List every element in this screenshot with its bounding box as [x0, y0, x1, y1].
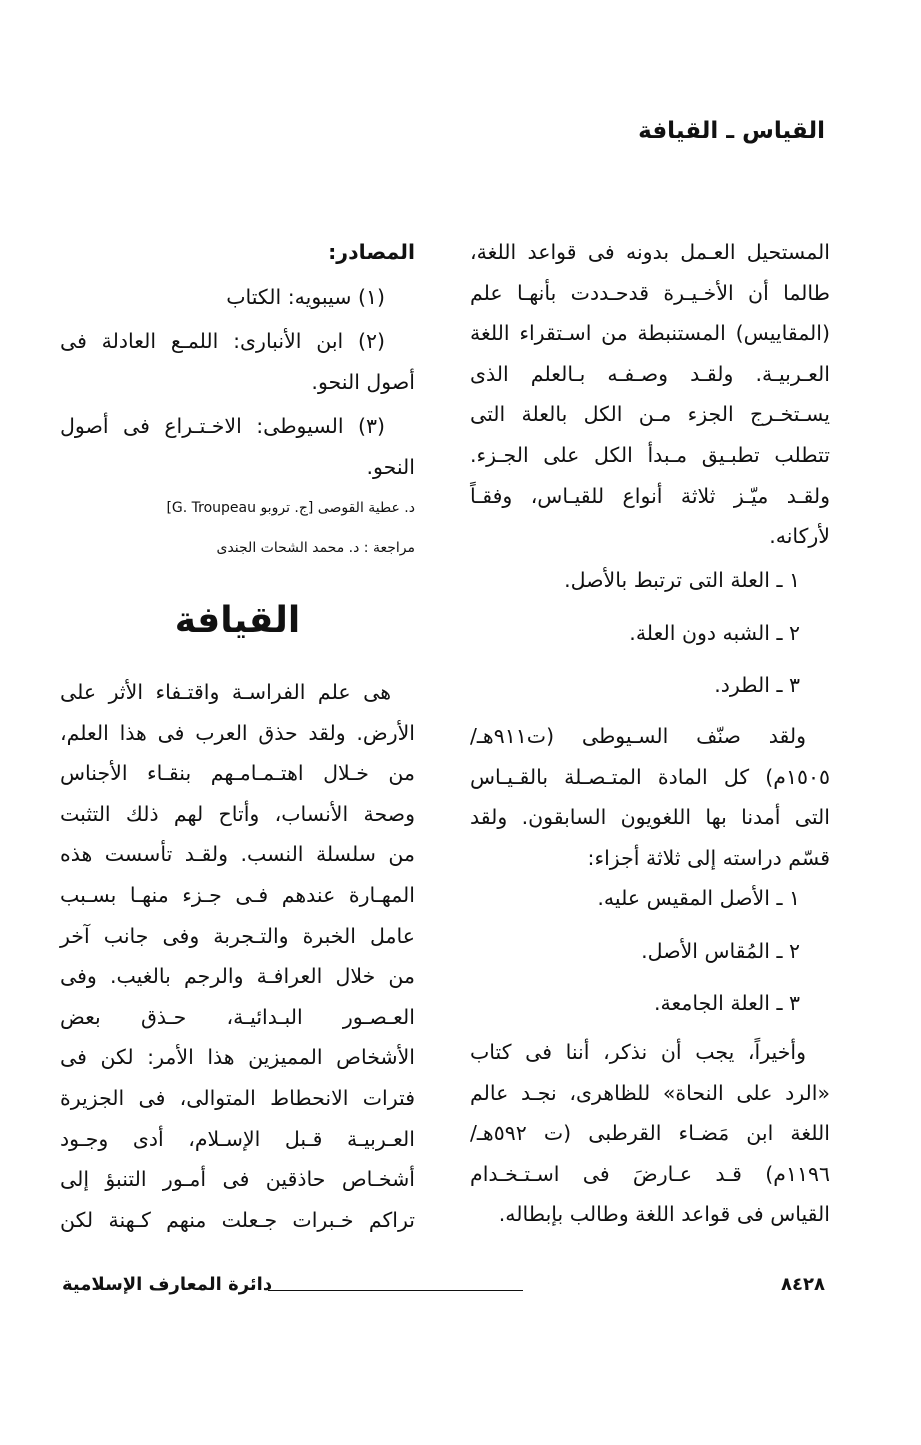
text-line: ١١٩٦م) قـد عـارضَ فى اسـتـخـدام [470, 1161, 830, 1186]
footer-divider [268, 1290, 523, 1291]
text-line: وأخيراً، يجب أن نذكر، أننا فى كتاب [470, 1040, 806, 1064]
right-column [470, 232, 830, 557]
text-line: من سلسلة النسب. ولقـد تأسست هذه [60, 842, 415, 867]
page-number: ٨٤٢٨ [781, 1274, 825, 1295]
list-item: ١ ـ الأصل المقيس عليه. [597, 886, 800, 910]
text-line: (٢) ابن الأنبارى: اللمـع العادلة فى [60, 329, 385, 354]
running-header: القياس ـ القيافة [638, 118, 825, 144]
text-line: عامل الخبرة والتـجربة وفى جانب آخر [60, 923, 415, 948]
text-line: أصول النحو. [311, 369, 415, 394]
text-line: هى علم الفراسـة واقتـفاء الأثر على [60, 680, 391, 704]
text-line: المستحيل العـمل بدونه فى قواعد اللغة، [470, 240, 830, 264]
text-line: (٣) السيوطى: الاخـتـراع فى أصول [60, 414, 385, 439]
article-title: القيافة [174, 600, 301, 641]
text-line: يسـتخـرج الجزء مـن الكل بالعلة التى [470, 402, 830, 427]
text-line: النحو. [366, 454, 415, 479]
text-line: تتطلب تطبـيق مـبدأ الكل على الجـزء. [470, 442, 830, 467]
list-2 [470, 878, 830, 1024]
text-line: وصحة الأنساب، وأتاح لهم ذلك التثبت [60, 801, 415, 826]
text-line: العـصـور البـدائيـة، حـذق بعض [60, 1004, 415, 1029]
review-credit: مراجعة : د. محمد الشحات الجندى [216, 540, 415, 556]
text-line: الأشخاص المميزين هذا الأمر: لكن فى [60, 1045, 415, 1070]
list-item: ٢ ـ الشبه دون العلة. [629, 620, 800, 645]
text-line: العـربيـة قـبل الإسـلام، أدى وجـود [60, 1126, 415, 1151]
publication-title: دائرة المعارف الإسلامية [62, 1274, 273, 1295]
paragraph-1 [470, 232, 830, 557]
list-1 [470, 560, 830, 706]
text-line: المهـارة عندهم فـى جـزء منهـا بسـبب [60, 882, 415, 907]
text-line: ١٥٠٥م) كل المادة المتـصـلة بالقـيـاس [470, 764, 830, 789]
text-line: «الرد على النحاة» للظاهرى، نجـد عالم [470, 1080, 830, 1105]
text-line: اللغة ابن مَضـاء القرطبى (ت ٥٩٢هـ/ [470, 1121, 830, 1146]
list-item: ٣ ـ الطرد. [714, 673, 800, 698]
text-line: قسّم دراسته إلى ثلاثة أجزاء: [587, 845, 830, 870]
article-body [60, 672, 415, 1240]
sources-section [60, 232, 415, 488]
text-line: العـربيـة. ولقـد وصـفـه بـالعلم الذى [470, 361, 830, 386]
text-line: أشخـاص حاذقين فى أمـور التنبؤ إلى [60, 1167, 415, 1192]
text-line: التى أمدنا بها اللغويون السابقون. ولقد [470, 805, 830, 830]
source-item [60, 321, 415, 402]
text-line: ولقـد ميّـز ثلاثة أنواع للقيـاس، وفقـاً [470, 483, 830, 508]
author-credit: د. عطية القوصى [ج. تروبو G. Troupeau] [166, 500, 415, 516]
text-line: من خـلال اهتـمـامـهم بنقـاء الأجناس [60, 761, 415, 786]
text-line: الأرض. ولقد حذق العرب فى هذا العلم، [60, 720, 415, 745]
text-line: تراكم خـبرات جـعلت منهم كـهنة لكن [60, 1207, 415, 1232]
text-line: فترات الانحطاط المتوالى، فى الجزيرة [60, 1085, 415, 1110]
source-item: (١) سيبويه: الكتاب [226, 284, 385, 309]
paragraph-2 [470, 716, 830, 878]
list-item: ٢ ـ المُقاس الأصل. [641, 938, 800, 963]
source-item [60, 406, 415, 487]
list-item: ١ ـ العلة التى ترتبط بالأصل. [564, 568, 800, 592]
text-line: القياس فى قواعد اللغة وطالب بإبطاله. [498, 1202, 830, 1227]
list-item: ٣ ـ العلة الجامعة. [654, 991, 800, 1016]
text-line: طالما أن الأخـيـرة قدحـددت بأنهـا علم [470, 280, 830, 305]
text-line: (المقاييس) المستنبطة من اسـتقراء اللغة [470, 321, 830, 346]
text-line: ولقد صنّف السـيوطى (ت٩١١هـ/ [470, 724, 806, 748]
text-line: لأركانه. [769, 524, 830, 549]
sources-heading: المصادر: [328, 240, 415, 264]
text-line: من خلال العرافـة والرجم بالغيب. وفى [60, 964, 415, 989]
paragraph-3 [470, 1032, 830, 1235]
